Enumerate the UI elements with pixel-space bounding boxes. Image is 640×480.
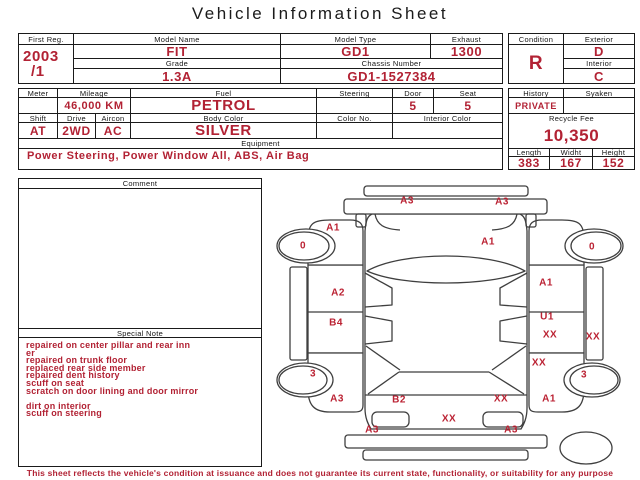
- grade-value: 1.3A: [74, 69, 281, 83]
- special-note-line: repaired dent history: [26, 370, 120, 381]
- special-note-body: [19, 338, 261, 466]
- page-title: Vehicle Information Sheet: [191, 4, 449, 23]
- damage-mark-a1: A1: [542, 393, 556, 405]
- damage-mark-0: 0: [588, 241, 596, 253]
- width-value: 167: [550, 157, 593, 169]
- special-note-line: scratch on door lining and door mirror: [26, 385, 199, 396]
- body-color-label: Body Color: [131, 114, 317, 123]
- damage-mark-xx: XX: [585, 331, 601, 343]
- color-no-value: [317, 123, 393, 139]
- meter-value: [19, 98, 58, 114]
- seat-label: Seat: [434, 89, 502, 98]
- damage-mark-b4: B4: [329, 317, 343, 329]
- special-note-line: replaced rear side member: [26, 362, 146, 373]
- meter-label: Meter: [19, 89, 58, 98]
- equipment-label: Equipment: [19, 139, 502, 149]
- steering-label: Steering: [317, 89, 393, 98]
- length-value: 383: [509, 157, 550, 169]
- special-note-line: repaired on center pillar and rear inn: [26, 340, 191, 350]
- model-name-value: FIT: [74, 45, 281, 59]
- first-reg-value: [19, 45, 74, 83]
- fuel-value: PETROL: [131, 98, 317, 114]
- damage-mark-a3: A3: [504, 424, 518, 436]
- length-label: Length: [509, 149, 550, 157]
- interior-color-label: Interior Color: [393, 114, 502, 123]
- first-reg-year: 2003: [23, 47, 59, 65]
- aircon-label: Aircon: [96, 114, 131, 123]
- body-color-value: SILVER: [131, 123, 317, 139]
- interior-label: Interior: [564, 59, 634, 69]
- first-reg-month: /1: [31, 63, 45, 80]
- vehicle-identity-table: [18, 33, 503, 84]
- condition-grade-table: [508, 33, 635, 84]
- special-note-line: scuff on steering: [26, 408, 102, 419]
- damage-mark-a1: A1: [326, 222, 340, 234]
- history-fee-table: [508, 88, 635, 170]
- vehicle-spec-table: [18, 88, 503, 170]
- interior-color-value: [393, 123, 502, 139]
- mileage-label: Mileage: [58, 89, 131, 98]
- comment-header: Comment: [19, 179, 261, 189]
- door-value: 5: [393, 98, 434, 114]
- width-label: Widht: [550, 149, 593, 157]
- recycle-fee-label: Recycle Fee: [549, 114, 594, 123]
- fuel-label: Fuel: [131, 89, 317, 98]
- steering-value: [317, 98, 393, 114]
- aircon-value: AC: [96, 123, 131, 139]
- damage-mark-a3: A3: [330, 393, 344, 405]
- special-note-line: dirt on interior: [26, 400, 91, 411]
- drive-label: Drive: [58, 114, 96, 123]
- damage-mark-a3: A3: [495, 196, 509, 208]
- special-note-line: er: [26, 347, 35, 358]
- condition-value: R: [509, 45, 564, 83]
- disclaimer-text: This sheet reflects the vehicle's condition at issuance and does not guarantee its current state, functionality, or suitability for any purpose: [26, 468, 614, 478]
- shift-label: Shift: [19, 114, 58, 123]
- exterior-value: D: [564, 45, 634, 59]
- damage-mark-a2: A2: [331, 287, 345, 299]
- damage-mark-u1: U1: [540, 311, 554, 323]
- damage-mark-xx: XX: [493, 393, 509, 405]
- door-label: Door: [393, 89, 434, 98]
- drive-value: 2WD: [58, 123, 96, 139]
- condition-label: Condition: [509, 34, 564, 45]
- damage-mark-xx: XX: [531, 357, 547, 369]
- special-note-line: scuff on seat: [26, 377, 85, 388]
- model-type-label: Model Type: [281, 34, 431, 45]
- height-value: 152: [602, 157, 625, 169]
- chassis-number-value: GD1-1527384: [347, 69, 436, 83]
- damage-mark-0: 0: [299, 240, 307, 252]
- height-label: Height: [593, 149, 634, 157]
- equipment-value: Power Steering, Power Window All, ABS, Air Bag: [27, 149, 310, 162]
- damage-marks-layer: [272, 183, 638, 470]
- exhaust-label: Exhaust: [431, 34, 502, 45]
- recycle-fee-value: 10,350: [509, 123, 634, 149]
- damage-mark-a1: A1: [481, 236, 495, 248]
- damage-mark-xx: XX: [542, 329, 558, 341]
- damage-mark-3: 3: [309, 368, 317, 380]
- model-name-label: Model Name: [74, 34, 281, 45]
- seat-value: 5: [434, 98, 502, 114]
- syaken-label: Syaken: [564, 89, 634, 98]
- color-no-label: Color No.: [317, 114, 393, 123]
- damage-mark-3: 3: [580, 369, 588, 381]
- grade-label: Grade: [74, 59, 281, 69]
- damage-mark-b2: B2: [392, 394, 406, 406]
- special-note-line: repaired on trunk floor: [26, 355, 128, 366]
- damage-mark-a3: A3: [400, 195, 414, 207]
- comment-box: [18, 178, 262, 467]
- history-value: PRIVATE: [509, 98, 564, 114]
- interior-value: C: [594, 69, 604, 83]
- comment-body: [19, 189, 261, 328]
- exhaust-value: 1300: [431, 45, 502, 59]
- mileage-value: 46,000 KM: [58, 98, 131, 114]
- damage-mark-a1: A1: [539, 277, 553, 289]
- history-label: History: [509, 89, 564, 98]
- model-type-value: GD1: [281, 45, 431, 59]
- chassis-number-label: Chassis Number: [281, 59, 502, 69]
- syaken-value: [564, 98, 634, 114]
- damage-mark-xx: XX: [441, 413, 457, 425]
- damage-mark-a3: A3: [365, 424, 379, 436]
- special-note-header: Special Note: [19, 328, 261, 338]
- exterior-label: Exterior: [564, 34, 634, 45]
- car-damage-diagram: [272, 183, 638, 470]
- shift-value: AT: [19, 123, 58, 139]
- first-reg-label: First Reg.: [19, 34, 74, 45]
